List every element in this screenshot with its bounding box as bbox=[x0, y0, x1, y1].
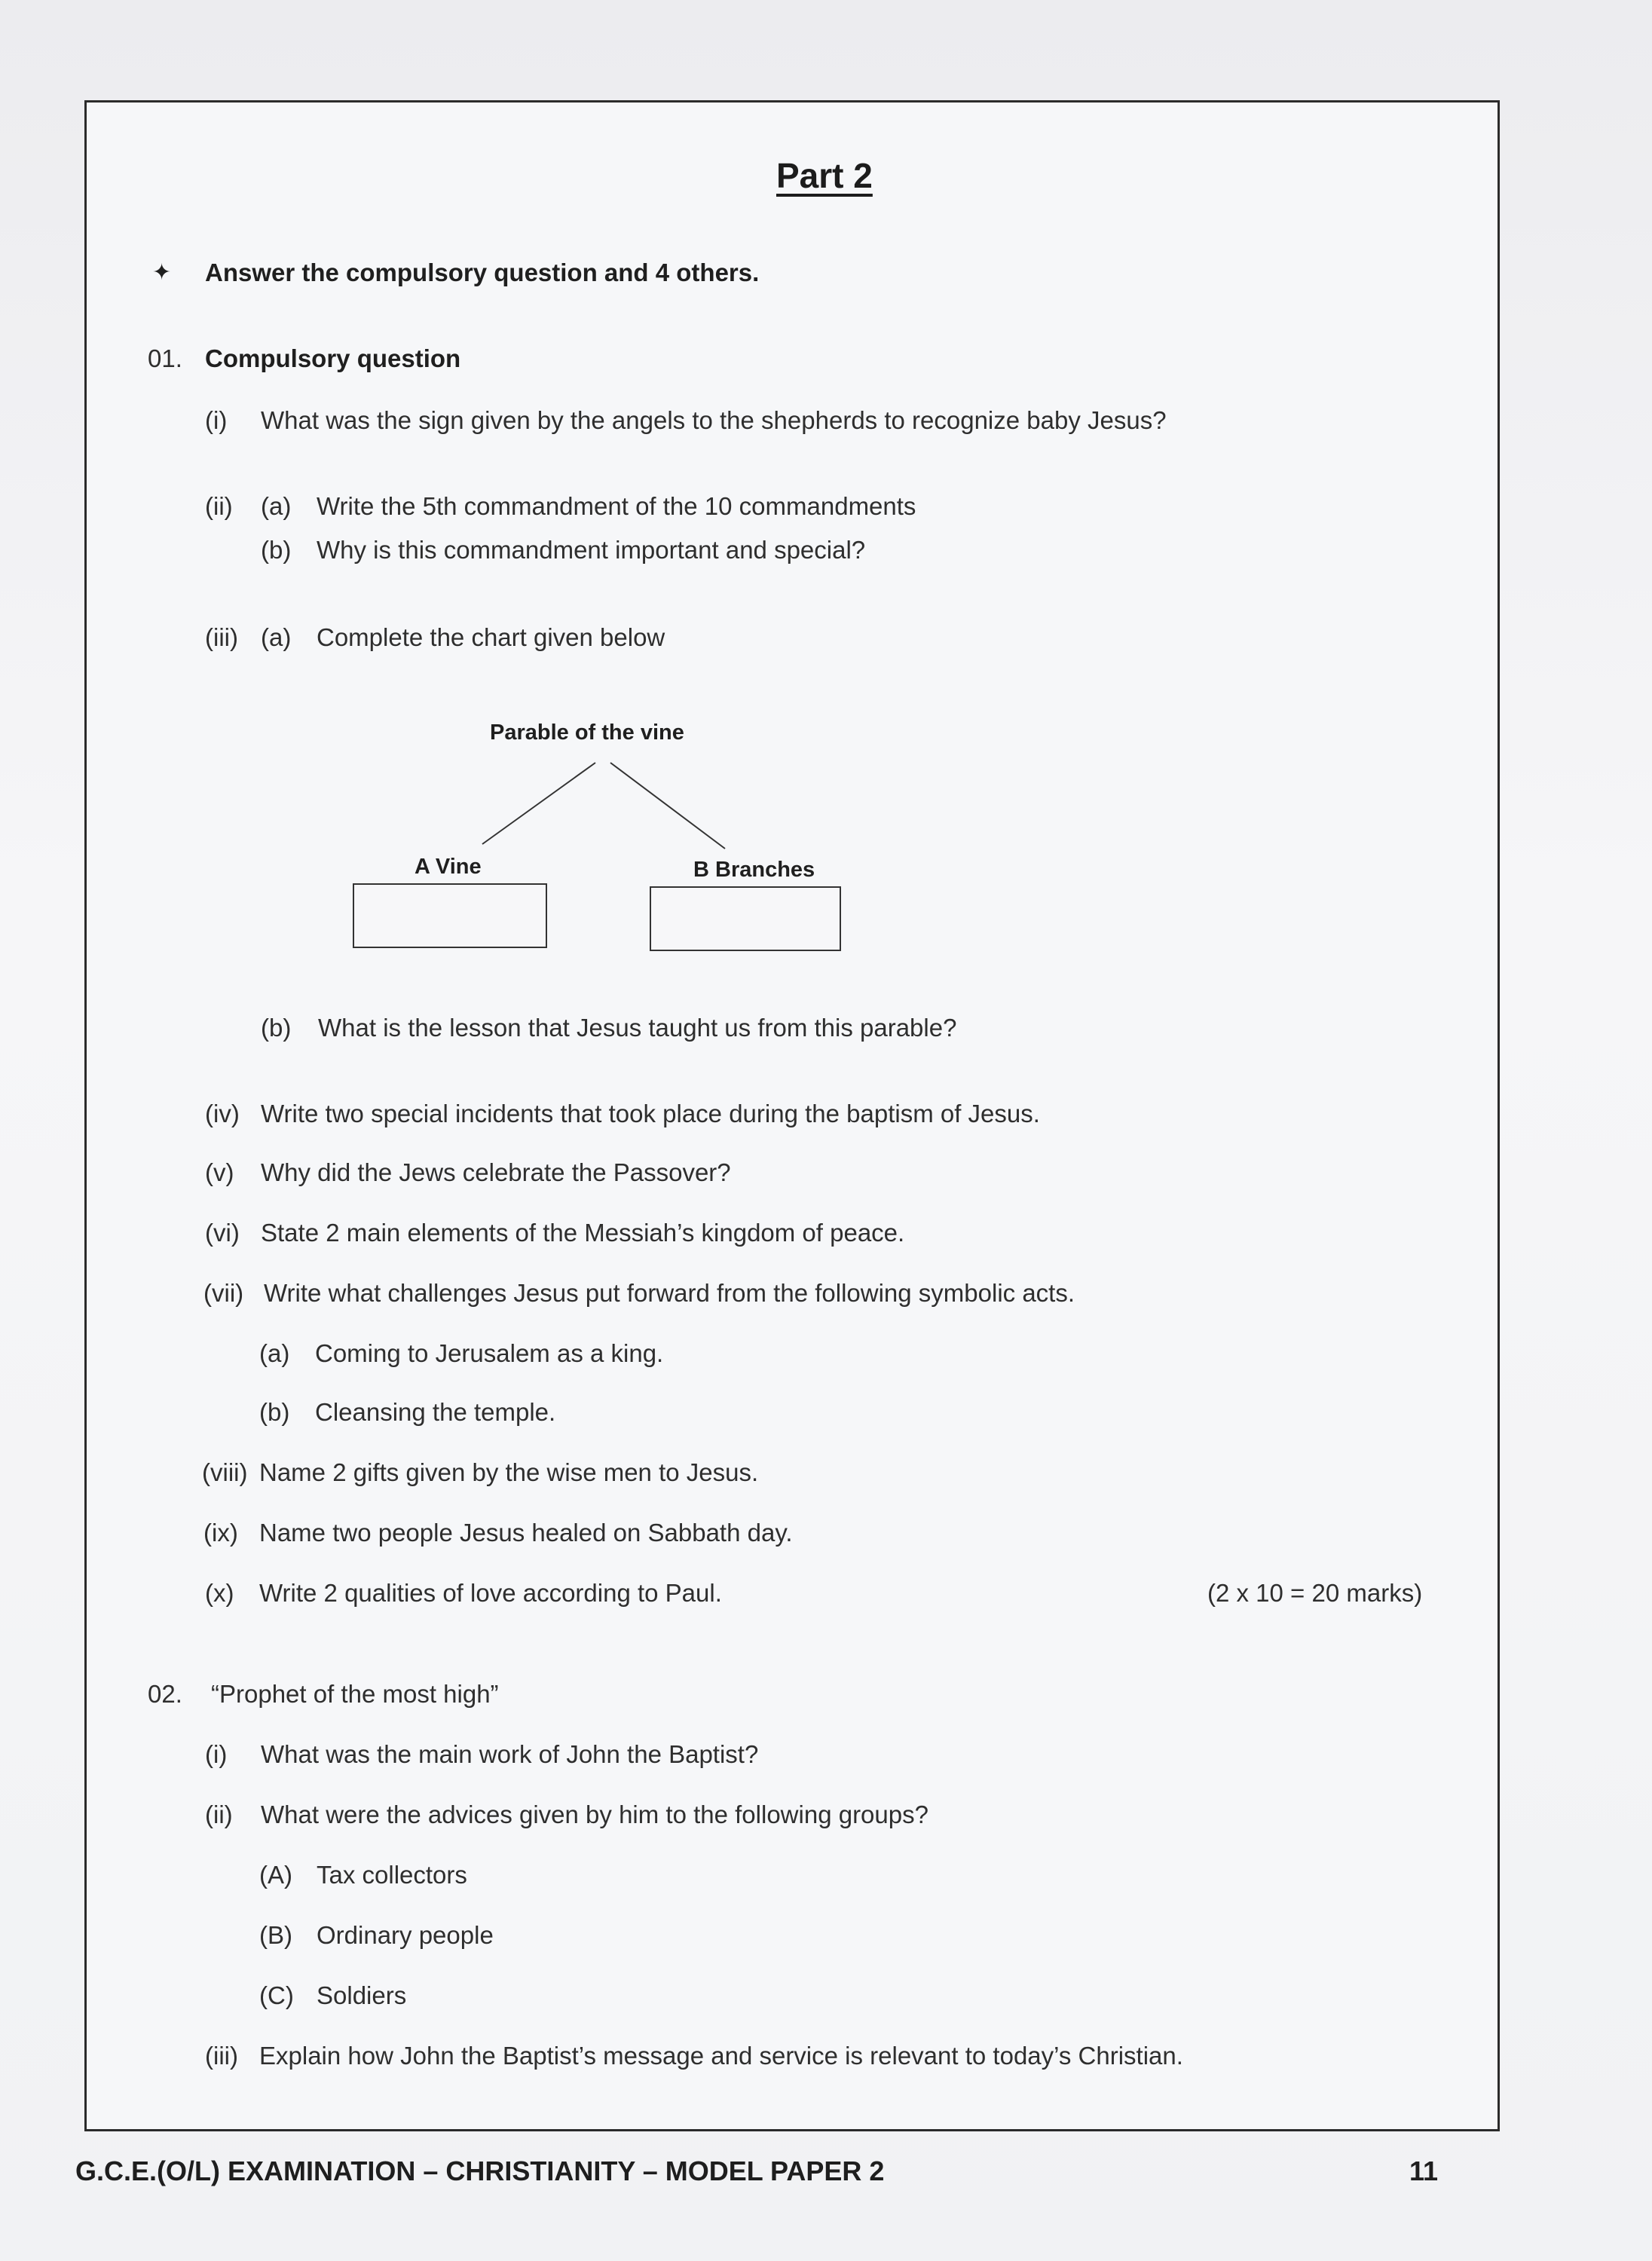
q2-ii-C-label: (C) bbox=[259, 1981, 294, 2009]
chart-root-label: Parable of the vine bbox=[490, 721, 684, 745]
q1-heading: Compulsory question bbox=[205, 344, 461, 372]
q1-vi-text: State 2 main elements of the Messiah’s kingdom of peace. bbox=[261, 1219, 905, 1247]
q2-iii-text: Explain how John the Baptist’s message and service is relevant to today’s Christian. bbox=[259, 2042, 1183, 2070]
chart-left-label: A Vine bbox=[415, 855, 482, 879]
q1-number: 01. bbox=[148, 344, 182, 372]
q1-vii-label: (vii) bbox=[203, 1279, 244, 1307]
q1-viii-label: (viii) bbox=[202, 1458, 248, 1486]
q1-i-label: (i) bbox=[205, 406, 228, 434]
q1-i-text: What was the sign given by the angels to the shepherds to recognize baby Jesus? bbox=[261, 406, 1167, 434]
q2-iii-label: (iii) bbox=[205, 2042, 238, 2070]
q2-i-text: What was the main work of John the Baptist? bbox=[261, 1740, 759, 1768]
q1-ii-b-label: (b) bbox=[261, 536, 292, 564]
q2-ii-A-text: Tax collectors bbox=[317, 1861, 467, 1889]
q1-ii-label: (ii) bbox=[205, 492, 233, 520]
chart-left-branch-line bbox=[482, 763, 595, 844]
chart-right-label: B Branches bbox=[693, 858, 815, 882]
q1-iii-b-text: What is the lesson that Jesus taught us from this parable? bbox=[318, 1014, 957, 1042]
q1-vii-a-label: (a) bbox=[259, 1339, 290, 1367]
q1-v-label: (v) bbox=[205, 1158, 234, 1186]
q1-vii-text: Write what challenges Jesus put forward from the following symbolic acts. bbox=[264, 1279, 1075, 1307]
q1-viii-text: Name 2 gifts given by the wise men to Jesus. bbox=[259, 1458, 759, 1486]
q1-iv-label: (iv) bbox=[205, 1100, 240, 1127]
q1-ix-text: Name two people Jesus healed on Sabbath day. bbox=[259, 1519, 793, 1547]
q2-number: 02. bbox=[148, 1680, 182, 1708]
page-title: Part 2 bbox=[776, 156, 873, 195]
q1-ii-a-label: (a) bbox=[261, 492, 292, 520]
q1-vii-b-text: Cleansing the temple. bbox=[315, 1398, 556, 1426]
q1-ii-b-text: Why is this commandment important and special? bbox=[317, 536, 866, 564]
q2-ii-label: (ii) bbox=[205, 1801, 233, 1828]
q1-ii-a-text: Write the 5th commandment of the 10 commandments bbox=[317, 492, 916, 520]
chart-right-branch-line bbox=[610, 763, 725, 849]
q2-i-label: (i) bbox=[205, 1740, 228, 1768]
q2-ii-A-label: (A) bbox=[259, 1861, 292, 1889]
q1-iii-a-text: Complete the chart given below bbox=[317, 623, 665, 651]
chart-left-answer-box[interactable] bbox=[353, 883, 547, 948]
q2-ii-B-label: (B) bbox=[259, 1921, 292, 1949]
q1-vi-label: (vi) bbox=[205, 1219, 240, 1247]
q1-vii-a-text: Coming to Jerusalem as a king. bbox=[315, 1339, 664, 1367]
instruction-bullet-icon: ✦ bbox=[152, 260, 172, 285]
q1-marks: (2 x 10 = 20 marks) bbox=[1207, 1579, 1423, 1607]
q1-x-label: (x) bbox=[205, 1579, 234, 1607]
q2-ii-C-text: Soldiers bbox=[317, 1981, 407, 2009]
q2-heading: “Prophet of the most high” bbox=[211, 1680, 499, 1708]
page-number: 11 bbox=[1409, 2155, 1439, 2186]
instruction-text: Answer the compulsory question and 4 others. bbox=[205, 259, 760, 286]
footer-title: G.C.E.(O/L) EXAMINATION – CHRISTIANITY – MODEL PAPER 2 bbox=[75, 2155, 885, 2186]
q1-vii-b-label: (b) bbox=[259, 1398, 290, 1426]
q1-v-text: Why did the Jews celebrate the Passover? bbox=[261, 1158, 731, 1186]
q1-x-text: Write 2 qualities of love according to Paul. bbox=[259, 1579, 722, 1607]
chart-right-answer-box[interactable] bbox=[650, 886, 841, 951]
q1-iii-label: (iii) bbox=[205, 623, 238, 651]
q1-iii-b-label: (b) bbox=[261, 1014, 292, 1042]
q1-iii-a-label: (a) bbox=[261, 623, 292, 651]
q1-ix-label: (ix) bbox=[203, 1519, 238, 1547]
q2-ii-B-text: Ordinary people bbox=[317, 1921, 494, 1949]
q1-iv-text: Write two special incidents that took place during the baptism of Jesus. bbox=[261, 1100, 1040, 1127]
q2-ii-text: What were the advices given by him to the following groups? bbox=[261, 1801, 928, 1828]
